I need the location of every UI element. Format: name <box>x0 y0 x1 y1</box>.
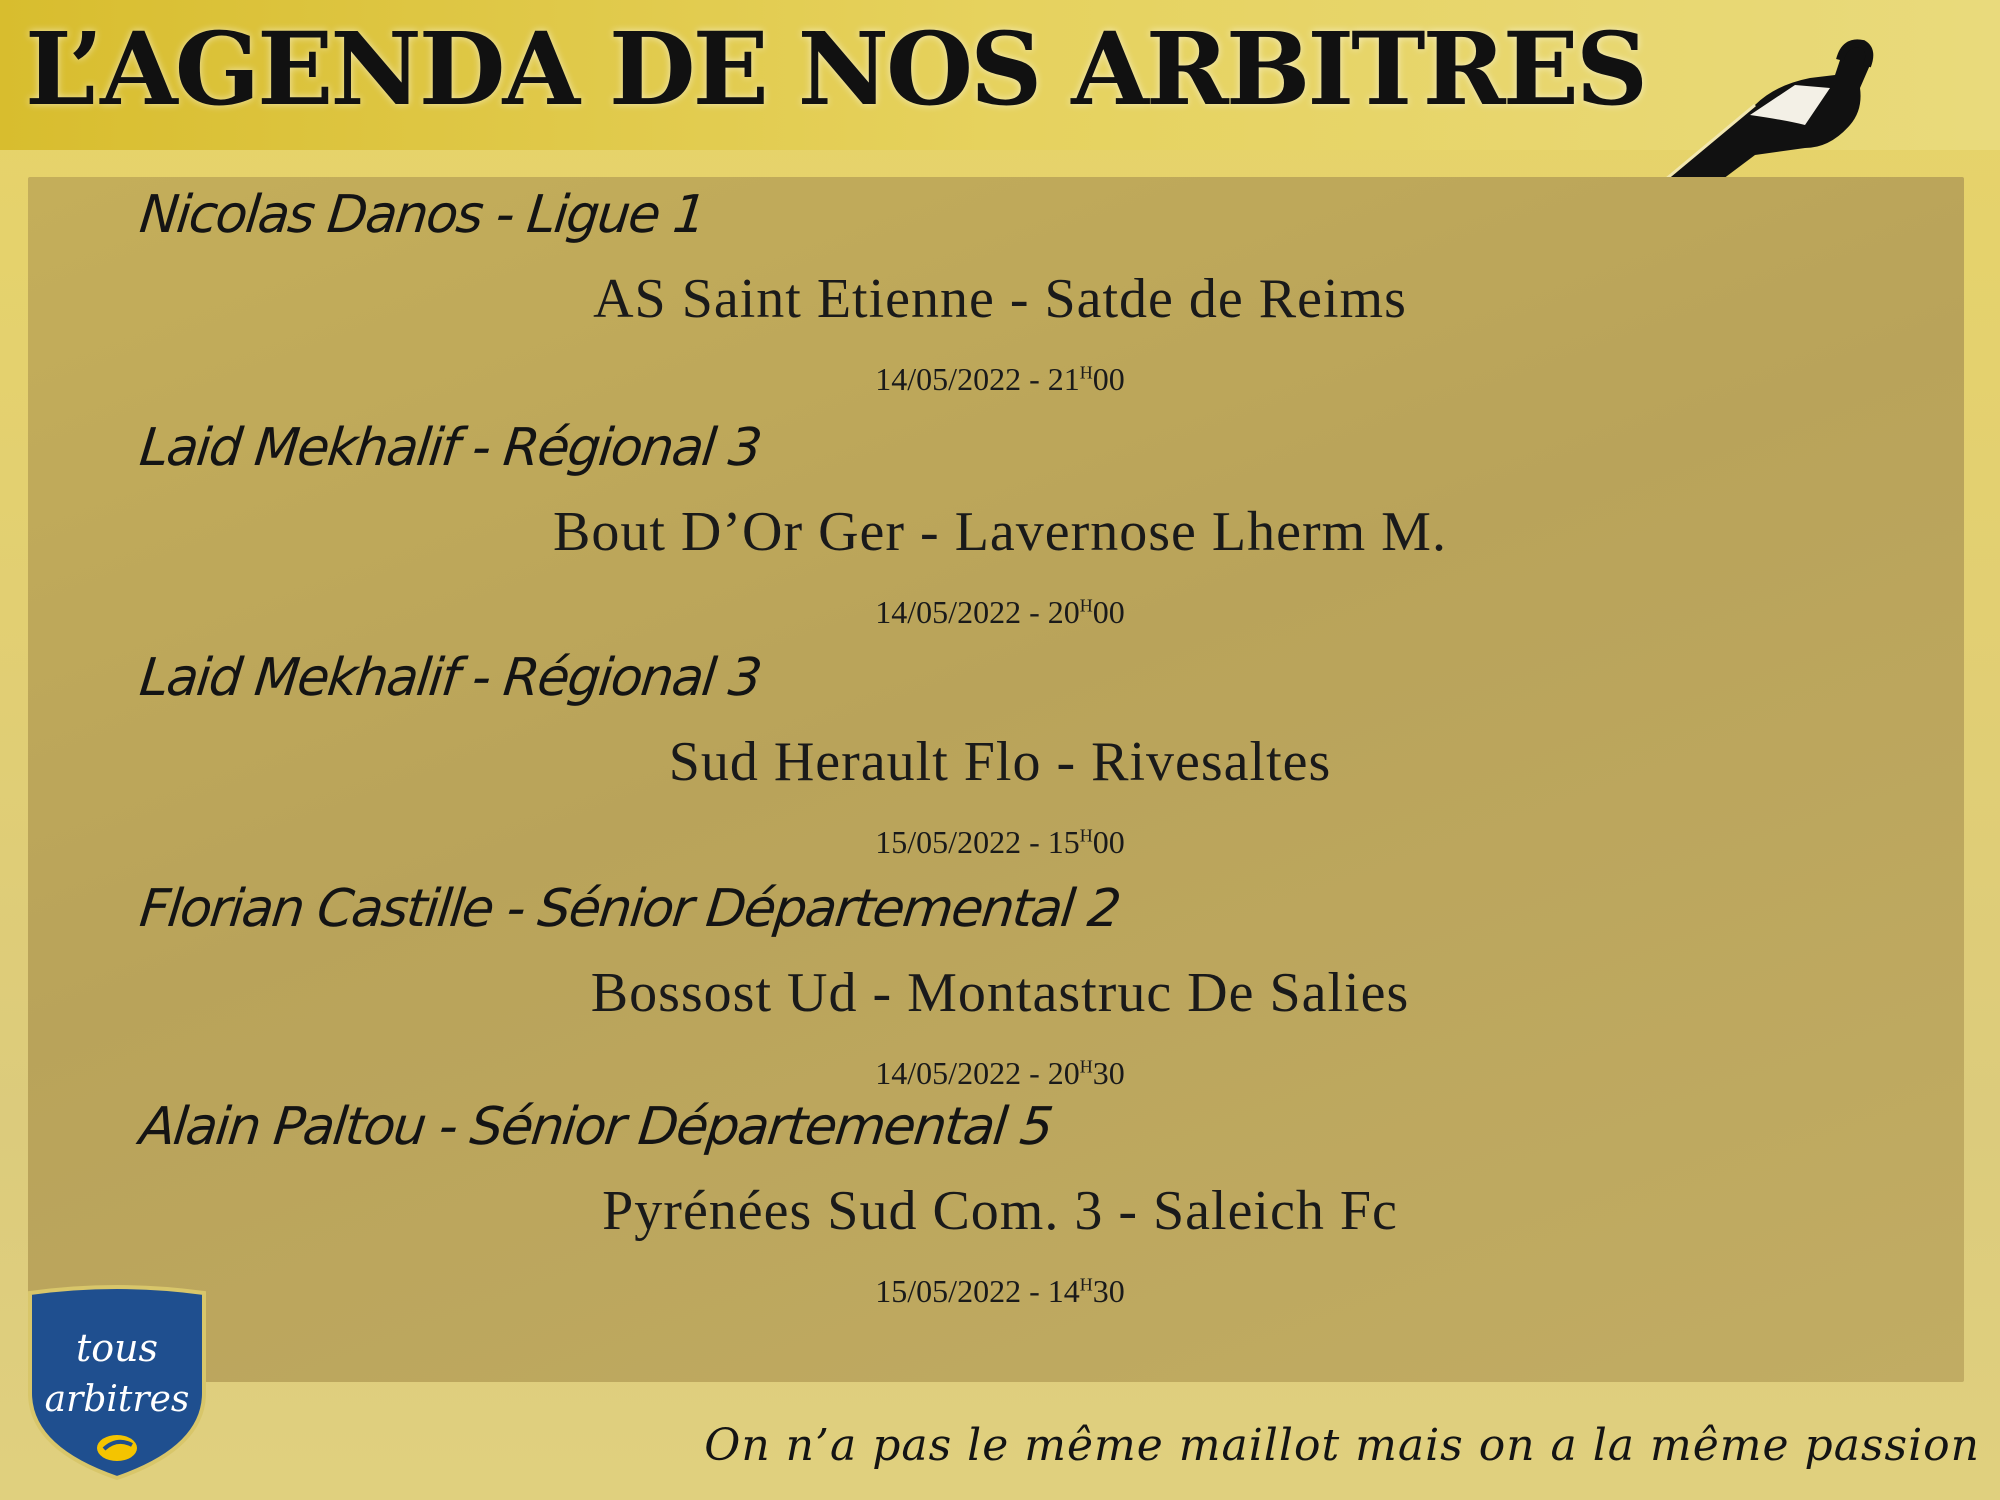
match-datetime <box>0 1273 2000 1310</box>
page-title: L’AGENDA DE NOS ARBITRES <box>25 10 1646 128</box>
match-minutes: 00 <box>1092 361 1125 397</box>
match-datetime <box>0 1055 2000 1092</box>
hour-mark: H <box>1079 362 1093 383</box>
logo-text-line1: tous <box>75 1326 159 1370</box>
referee-name: Laid Mekhalif - Régional 3 <box>136 648 764 708</box>
match-datetime <box>0 824 2000 861</box>
match-teams: Pyrénées Sud Com. 3 - Saleich Fc <box>602 1180 1398 1242</box>
match-date: 14/05/2022 - 21 <box>875 361 1080 397</box>
hour-mark: H <box>1079 1056 1093 1077</box>
match-minutes: 00 <box>1092 594 1125 630</box>
referee-name: Florian Castille - Sénior Départemental 2 <box>136 879 1123 939</box>
match-teams: Bout D’Or Ger - Lavernose Lherm M. <box>553 501 1447 563</box>
match-date: 14/05/2022 - 20 <box>875 1055 1080 1091</box>
match-datetime <box>0 361 2000 398</box>
match-teams: Bossost Ud - Montastruc De Salies <box>590 962 1410 1024</box>
match-minutes: 30 <box>1092 1273 1125 1309</box>
referee-name: Nicolas Danos - Ligue 1 <box>136 185 708 245</box>
referee-name: Alain Paltou - Sénior Départemental 5 <box>136 1097 1055 1157</box>
logo-text-line2: arbitres <box>44 1379 190 1420</box>
hour-mark: H <box>1079 1274 1093 1295</box>
match-date: 15/05/2022 - 14 <box>875 1273 1080 1309</box>
match-minutes: 00 <box>1092 824 1125 860</box>
referee-name: Laid Mekhalif - Régional 3 <box>136 418 764 478</box>
hour-mark: H <box>1079 825 1093 846</box>
match-teams: Sud Herault Flo - Rivesaltes <box>668 731 1332 793</box>
match-date: 14/05/2022 - 20 <box>875 594 1080 630</box>
match-date: 15/05/2022 - 15 <box>875 824 1080 860</box>
match-datetime <box>0 594 2000 631</box>
tous-arbitres-logo <box>22 1283 212 1483</box>
match-teams: AS Saint Etienne - Satde de Reims <box>593 268 1407 330</box>
footer-tagline: On n’a pas le même maillot mais on a la même passion <box>704 1420 1980 1471</box>
hour-mark: H <box>1079 595 1093 616</box>
match-minutes: 30 <box>1092 1055 1125 1091</box>
